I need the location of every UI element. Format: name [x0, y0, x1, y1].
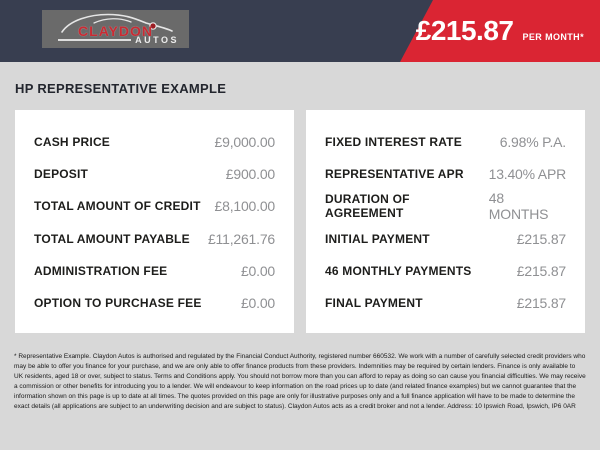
finance-value: £8,100.00	[214, 198, 275, 215]
finance-value: £215.87	[516, 295, 566, 312]
finance-value: 6.98% P.A.	[499, 134, 566, 151]
finance-card-left	[15, 110, 294, 333]
finance-label: DURATION OF AGREEMENT	[325, 192, 410, 221]
finance-value: £0.00	[240, 295, 275, 312]
finance-label: TOTAL AMOUNT PAYABLE	[34, 231, 190, 246]
finance-value: 13.40% APR	[488, 166, 566, 183]
finance-label: TOTAL AMOUNT OF CREDIT	[34, 199, 201, 214]
table-row	[325, 255, 566, 287]
table-row	[325, 158, 566, 190]
legal-disclaimer: * Representative Example. Claydon Autos is authorised and regulated by the Financial Conduct Authority, registered number 660532. We work with a number of carefully selected credit providers who may be able to offer you finance for your purchase, and we are only able to offer finance products from these providers. Indemnities may be required by certain lenders. Finance is only available to UK residents, aged 18 or over, subject to status. Terms and Conditions apply. You should not borrow more than you can afford to repay as doing so can cause you financial difficulties. We may receive a commission or other benefits for introducing you to a lender. We will endeavour to keep information on the road prices up to date (and related finance examples) but we cannot guarantee that the information shown on this page is up to date at all times. The quotes provided on this page are only for illustrative purposes only and a full finance application will have to be made to determine the exact details (all applications are subject to an underwriting decision and are subject to status). Claydon Autos acts as a credit broker and not a lender. Address: 10 Ipswich Road, Ipswich, IP6 0AR	[14, 353, 586, 410]
logo-brand-text: CLAYDON	[78, 23, 153, 39]
table-row	[325, 126, 566, 158]
page-title: HP REPRESENTATIVE EXAMPLE	[15, 81, 227, 96]
finance-label: DEPOSIT	[34, 167, 89, 182]
finance-value: 48 MONTHS	[488, 190, 549, 223]
finance-value: £11,261.76	[207, 230, 275, 247]
logo-sub-text: AUTOS	[135, 35, 179, 45]
finance-label: OPTION TO PURCHASE FEE	[34, 296, 202, 311]
finance-label: 46 MONTHLY PAYMENTS	[325, 263, 472, 278]
table-row	[34, 255, 275, 287]
finance-label: FIXED INTEREST RATE	[325, 135, 462, 150]
dealer-logo[interactable]	[42, 10, 189, 48]
finance-value: £0.00	[240, 262, 275, 279]
finance-card-right	[306, 110, 585, 333]
finance-label: CASH PRICE	[34, 135, 111, 150]
header-bar	[0, 0, 600, 62]
finance-label: REPRESENTATIVE APR	[325, 167, 464, 182]
table-row	[34, 126, 275, 158]
monthly-price-suffix: PER MONTH*	[522, 32, 584, 42]
finance-value: £9,000.00	[214, 134, 275, 151]
table-row	[34, 223, 275, 255]
finance-label: INITIAL PAYMENT	[325, 231, 430, 246]
finance-value: £215.87	[516, 230, 566, 247]
table-row	[34, 190, 275, 222]
table-row	[325, 190, 566, 222]
finance-label: ADMINISTRATION FEE	[34, 263, 168, 278]
finance-value: £215.87	[516, 262, 566, 279]
table-row	[325, 223, 566, 255]
monthly-price-amount: £215.87	[415, 15, 514, 46]
logo-underline	[58, 39, 131, 41]
monthly-price	[416, 0, 584, 62]
table-row	[34, 158, 275, 190]
table-row	[34, 287, 275, 319]
finance-value: £900.00	[225, 166, 275, 183]
finance-label: FINAL PAYMENT	[325, 296, 423, 311]
finance-cards	[0, 110, 600, 333]
table-row	[325, 287, 566, 319]
